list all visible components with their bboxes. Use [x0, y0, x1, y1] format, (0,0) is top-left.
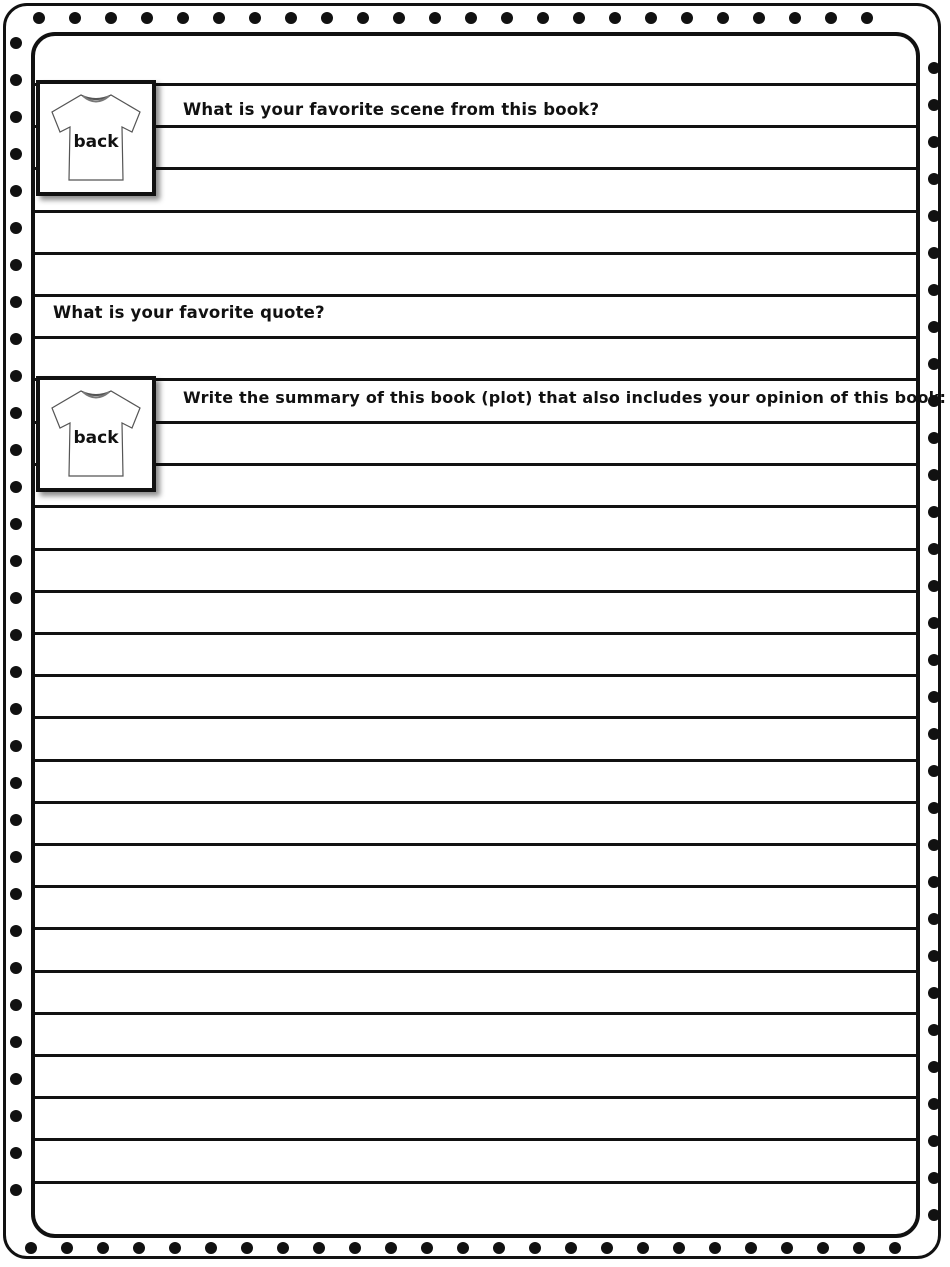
- border-dot: [10, 666, 22, 678]
- border-dot: [501, 12, 513, 24]
- border-dot: [645, 12, 657, 24]
- writing-line: [35, 463, 917, 466]
- favorite-quote-prompt: What is your favorite quote?: [53, 303, 325, 322]
- border-dot: [537, 12, 549, 24]
- border-dot: [97, 1242, 109, 1254]
- border-dot: [385, 1242, 397, 1254]
- border-dot: [928, 876, 940, 888]
- border-dot: [285, 12, 297, 24]
- border-dot: [928, 432, 940, 444]
- border-dot: [465, 12, 477, 24]
- border-dot: [10, 703, 22, 715]
- border-dot: [10, 740, 22, 752]
- border-dot: [10, 518, 22, 530]
- border-dot: [817, 1242, 829, 1254]
- writing-line: [35, 125, 917, 128]
- border-dot: [421, 1242, 433, 1254]
- border-dot: [213, 12, 225, 24]
- writing-line: [35, 632, 917, 635]
- writing-line: [35, 378, 917, 381]
- border-dot: [609, 12, 621, 24]
- border-dot: [10, 37, 22, 49]
- border-dot: [105, 12, 117, 24]
- border-dot: [169, 1242, 181, 1254]
- border-dot: [928, 210, 940, 222]
- border-dot: [928, 765, 940, 777]
- writing-line: [35, 421, 917, 424]
- border-dot: [493, 1242, 505, 1254]
- border-dot: [133, 1242, 145, 1254]
- writing-line: [35, 336, 917, 339]
- border-dot: [25, 1242, 37, 1254]
- border-dot: [10, 333, 22, 345]
- border-dot: [889, 1242, 901, 1254]
- writing-line: [35, 759, 917, 762]
- writing-line: [35, 505, 917, 508]
- border-dot: [781, 1242, 793, 1254]
- border-dot: [10, 74, 22, 86]
- border-dot: [177, 12, 189, 24]
- border-dot: [928, 1024, 940, 1036]
- back-thumbnail-scene: [36, 80, 156, 196]
- border-dot: [10, 444, 22, 456]
- border-dot: [928, 506, 940, 518]
- border-dot: [745, 1242, 757, 1254]
- border-dot: [601, 1242, 613, 1254]
- writing-line: [35, 1138, 917, 1141]
- border-dot: [637, 1242, 649, 1254]
- border-dot: [10, 259, 22, 271]
- border-dot: [928, 358, 940, 370]
- border-dot: [10, 629, 22, 641]
- thumbnail-label: back: [73, 132, 119, 152]
- back-thumbnail-summary: [36, 376, 156, 492]
- border-dot: [928, 839, 940, 851]
- border-dot: [241, 1242, 253, 1254]
- border-dot: [61, 1242, 73, 1254]
- border-dot: [10, 481, 22, 493]
- border-dot: [928, 173, 940, 185]
- border-dot: [10, 925, 22, 937]
- writing-line: [35, 843, 917, 846]
- border-dot: [928, 62, 940, 74]
- border-dot: [357, 12, 369, 24]
- border-dot: [928, 913, 940, 925]
- border-dot: [393, 12, 405, 24]
- writing-line: [35, 210, 917, 213]
- writing-line: [35, 1012, 917, 1015]
- border-dot: [10, 370, 22, 382]
- border-dot: [681, 12, 693, 24]
- border-dot: [928, 691, 940, 703]
- border-dot: [457, 1242, 469, 1254]
- border-dot: [10, 814, 22, 826]
- border-dot: [10, 185, 22, 197]
- border-dot: [10, 999, 22, 1011]
- writing-line: [35, 716, 917, 719]
- border-dot: [928, 321, 940, 333]
- border-dot: [853, 1242, 865, 1254]
- border-dot: [928, 728, 940, 740]
- border-dot: [10, 1184, 22, 1196]
- writing-line: [35, 548, 917, 551]
- writing-line: [35, 885, 917, 888]
- border-dot: [529, 1242, 541, 1254]
- border-dot: [928, 654, 940, 666]
- border-dot: [928, 580, 940, 592]
- border-dot: [10, 1036, 22, 1048]
- border-dot: [928, 1209, 940, 1221]
- border-dot: [10, 1073, 22, 1085]
- border-dot: [10, 555, 22, 567]
- border-dot: [928, 247, 940, 259]
- writing-line: [35, 167, 917, 170]
- border-dot: [10, 777, 22, 789]
- border-dot: [673, 1242, 685, 1254]
- writing-line: [35, 674, 917, 677]
- border-dot: [10, 111, 22, 123]
- summary-prompt: Write the summary of this book (plot) that also includes your opinion of this book:: [183, 388, 947, 407]
- writing-line: [35, 252, 917, 255]
- border-dot: [277, 1242, 289, 1254]
- border-dot: [10, 888, 22, 900]
- border-dot: [709, 1242, 721, 1254]
- border-dot: [928, 950, 940, 962]
- border-dot: [205, 1242, 217, 1254]
- border-dot: [928, 1135, 940, 1147]
- border-dot: [717, 12, 729, 24]
- border-dot: [10, 222, 22, 234]
- border-dot: [10, 407, 22, 419]
- writing-line: [35, 970, 917, 973]
- border-dot: [349, 1242, 361, 1254]
- border-dot: [10, 1147, 22, 1159]
- border-dot: [141, 12, 153, 24]
- border-dot: [313, 1242, 325, 1254]
- writing-line: [35, 590, 917, 593]
- border-dot: [321, 12, 333, 24]
- writing-line: [35, 1096, 917, 1099]
- border-dot: [69, 12, 81, 24]
- border-dot: [928, 802, 940, 814]
- writing-line: [35, 294, 917, 297]
- border-dot: [928, 99, 940, 111]
- writing-line: [35, 83, 917, 86]
- border-dot: [928, 1098, 940, 1110]
- border-dot: [928, 1061, 940, 1073]
- border-dot: [928, 987, 940, 999]
- border-dot: [249, 12, 261, 24]
- border-dot: [10, 962, 22, 974]
- border-dot: [928, 469, 940, 481]
- border-dot: [928, 136, 940, 148]
- border-dot: [429, 12, 441, 24]
- border-dot: [928, 284, 940, 296]
- thumbnail-label: back: [73, 428, 119, 448]
- border-dot: [789, 12, 801, 24]
- border-dot: [825, 12, 837, 24]
- border-dot: [565, 1242, 577, 1254]
- border-dot: [10, 592, 22, 604]
- border-dot: [753, 12, 765, 24]
- border-dot: [861, 12, 873, 24]
- border-dot: [928, 1172, 940, 1184]
- border-dot: [10, 148, 22, 160]
- border-dot: [928, 543, 940, 555]
- writing-line: [35, 927, 917, 930]
- writing-line: [35, 1181, 917, 1184]
- writing-line: [35, 801, 917, 804]
- border-dot: [33, 12, 45, 24]
- border-dot: [573, 12, 585, 24]
- border-dot: [10, 296, 22, 308]
- writing-line: [35, 1054, 917, 1057]
- border-dot: [10, 1110, 22, 1122]
- border-dot: [10, 851, 22, 863]
- border-dot: [928, 617, 940, 629]
- favorite-scene-prompt: What is your favorite scene from this book?: [183, 100, 600, 119]
